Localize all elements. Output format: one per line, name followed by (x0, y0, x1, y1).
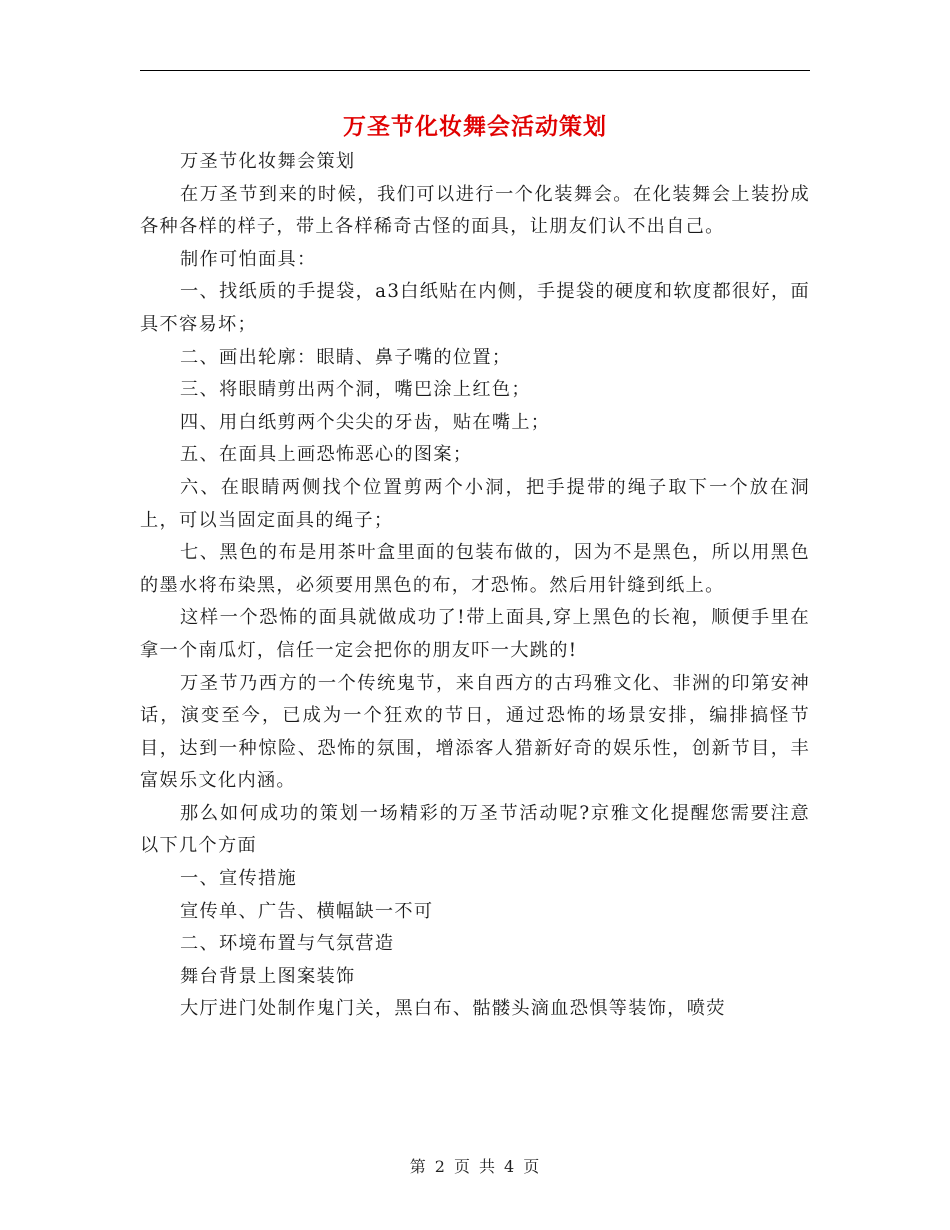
page-footer (0, 1154, 950, 1177)
paragraph: 二、画出轮廓：眼睛、鼻子嘴的位置； (180, 346, 512, 368)
total-unit: 页 (523, 1157, 541, 1176)
paragraph: 制作可怕面具： (180, 248, 317, 270)
current-page-number: 2 (434, 1157, 446, 1176)
paragraph: 三、将眼睛剪出两个洞，嘴巴涂上红色； (180, 379, 531, 401)
paragraph: 万圣节乃西方的一个传统鬼节，来自西方的古玛雅文化、非洲的印第安神话，演变至今，已成为一个狂欢的节日，通过恐怖的场景安排，编排搞怪节目，达到一种惊险、恐怖的氛围，增添客人猎新好奇的娱乐性，创新节目，丰富娱乐文化内涵。 (140, 672, 810, 792)
paragraph: 舞台背景上图案装饰 (180, 965, 356, 987)
document-body (140, 146, 810, 1026)
paragraph: 那么如何成功的策划一场精彩的万圣节活动呢?京雅文化提醒您需要注意以下几个方面 (140, 802, 810, 857)
paragraph: 二、环境布置与气氛营造 (180, 933, 395, 955)
paragraph: 宣传单、广告、横幅缺一不可 (180, 900, 434, 922)
paragraph: 在万圣节到来的时候，我们可以进行一个化装舞会。在化装舞会上装扮成各种各样的样子，带上各样稀奇古怪的面具，让朋友们认不出自己。 (140, 183, 810, 238)
total-label: 共 (479, 1157, 497, 1176)
total-page-count: 4 (504, 1157, 516, 1176)
header-rule (140, 70, 810, 71)
page-label-prefix: 第 (409, 1157, 427, 1176)
paragraph: 六、在眼睛两侧找个位置剪两个小洞，把手提带的绳子取下一个放在洞上，可以当固定面具的绳子； (140, 476, 810, 531)
paragraph: 一、宣传措施 (180, 868, 297, 890)
paragraph: 四、用白纸剪两个尖尖的牙齿，贴在嘴上； (180, 411, 551, 433)
paragraph: 一、找纸质的手提袋，a3白纸贴在内侧，手提袋的硬度和软度都很好，面具不容易坏； (140, 281, 810, 335)
paragraph: 这样一个恐怖的面具就做成功了!带上面具,穿上黑色的长袍，顺便手里在拿一个南瓜灯，信任一定会把你的朋友吓一大跳的! (140, 607, 810, 661)
document-title: 万圣节化妆舞会活动策划 (343, 113, 607, 140)
paragraph: 大厅进门处制作鬼门关，黑白布、骷髅头滴血恐惧等装饰，喷荧 (180, 998, 726, 1020)
paragraph: 五、在面具上画恐怖恶心的图案； (180, 444, 473, 466)
page-label-unit: 页 (453, 1157, 471, 1176)
paragraph: 七、黑色的布是用茶叶盒里面的包装布做的，因为不是黑色，所以用黑色的墨水将布染黑，必须要用黑色的布，才恐怖。然后用针缝到纸上。 (140, 542, 810, 596)
paragraph: 万圣节化妆舞会策划 (180, 151, 356, 172)
